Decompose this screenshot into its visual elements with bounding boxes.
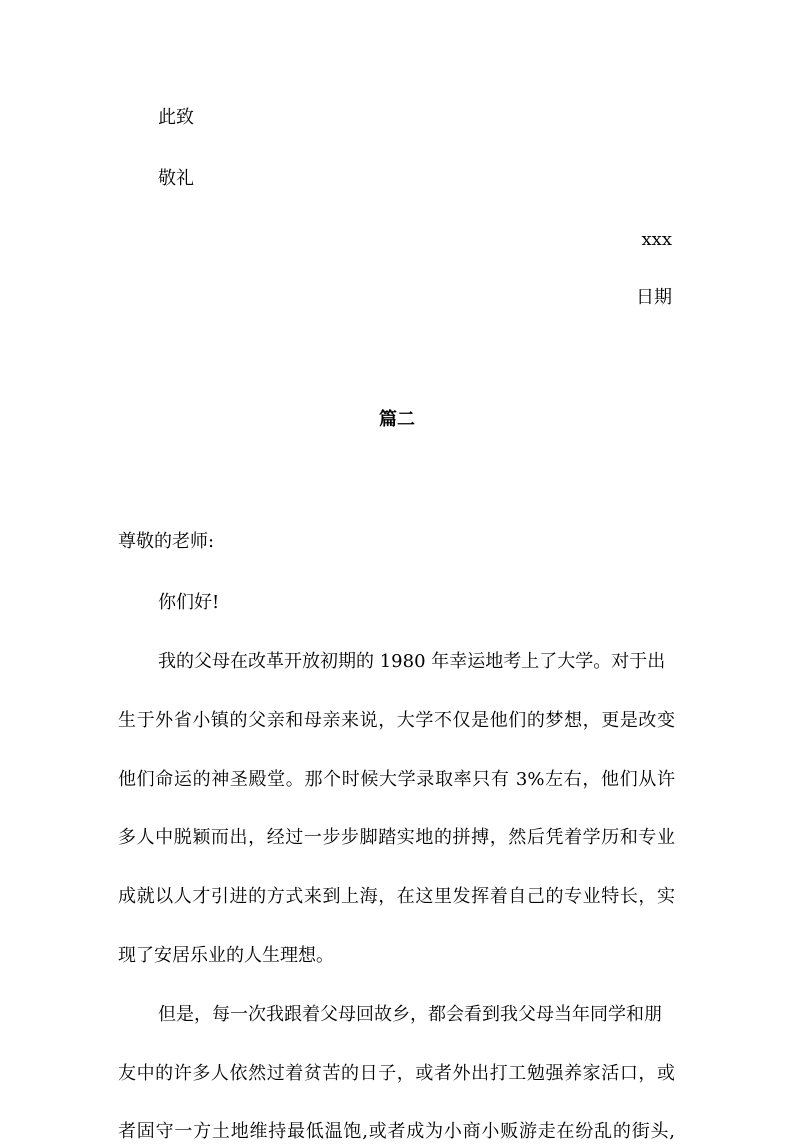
letter-date: 日期 bbox=[636, 287, 672, 308]
paragraph-line: 多人中脱颖而出，经过一步步脚踏实地的拼搏，然后凭着学历和专业 bbox=[118, 827, 675, 848]
paragraph-line: 者固守一方土地维持最低温饱,或者成为小商小贩游走在纷乱的街头, bbox=[118, 1121, 675, 1142]
closing-salute-1: 此致 bbox=[158, 107, 194, 128]
hello-line: 你们好! bbox=[158, 592, 220, 613]
paragraph-line: 但是，每一次我跟着父母回故乡，都会看到我父母当年同学和朋 bbox=[158, 1004, 662, 1025]
paragraph-line: 我的父母在改革开放初期的 1980 年幸运地考上了大学。对于出 bbox=[158, 651, 666, 672]
section-title: 篇二 bbox=[379, 409, 415, 430]
greeting: 尊敬的老师: bbox=[118, 531, 215, 552]
paragraph-line: 他们命运的神圣殿堂。那个时候大学录取率只有 3%左右，他们从许 bbox=[118, 769, 675, 790]
paragraph-line: 成就以人才引进的方式来到上海，在这里发挥着自己的专业特长，实 bbox=[118, 886, 675, 907]
paragraph-line: 友中的许多人依然过着贫苦的日子，或者外出打工勉强养家活口，或 bbox=[118, 1063, 675, 1084]
closing-salute-2: 敬礼 bbox=[158, 168, 194, 189]
paragraph-line: 现了安居乐业的人生理想。 bbox=[118, 945, 334, 966]
sender-name: xxx bbox=[641, 229, 672, 250]
paragraph-line: 生于外省小镇的父亲和母亲来说，大学不仅是他们的梦想，更是改变 bbox=[118, 710, 675, 731]
